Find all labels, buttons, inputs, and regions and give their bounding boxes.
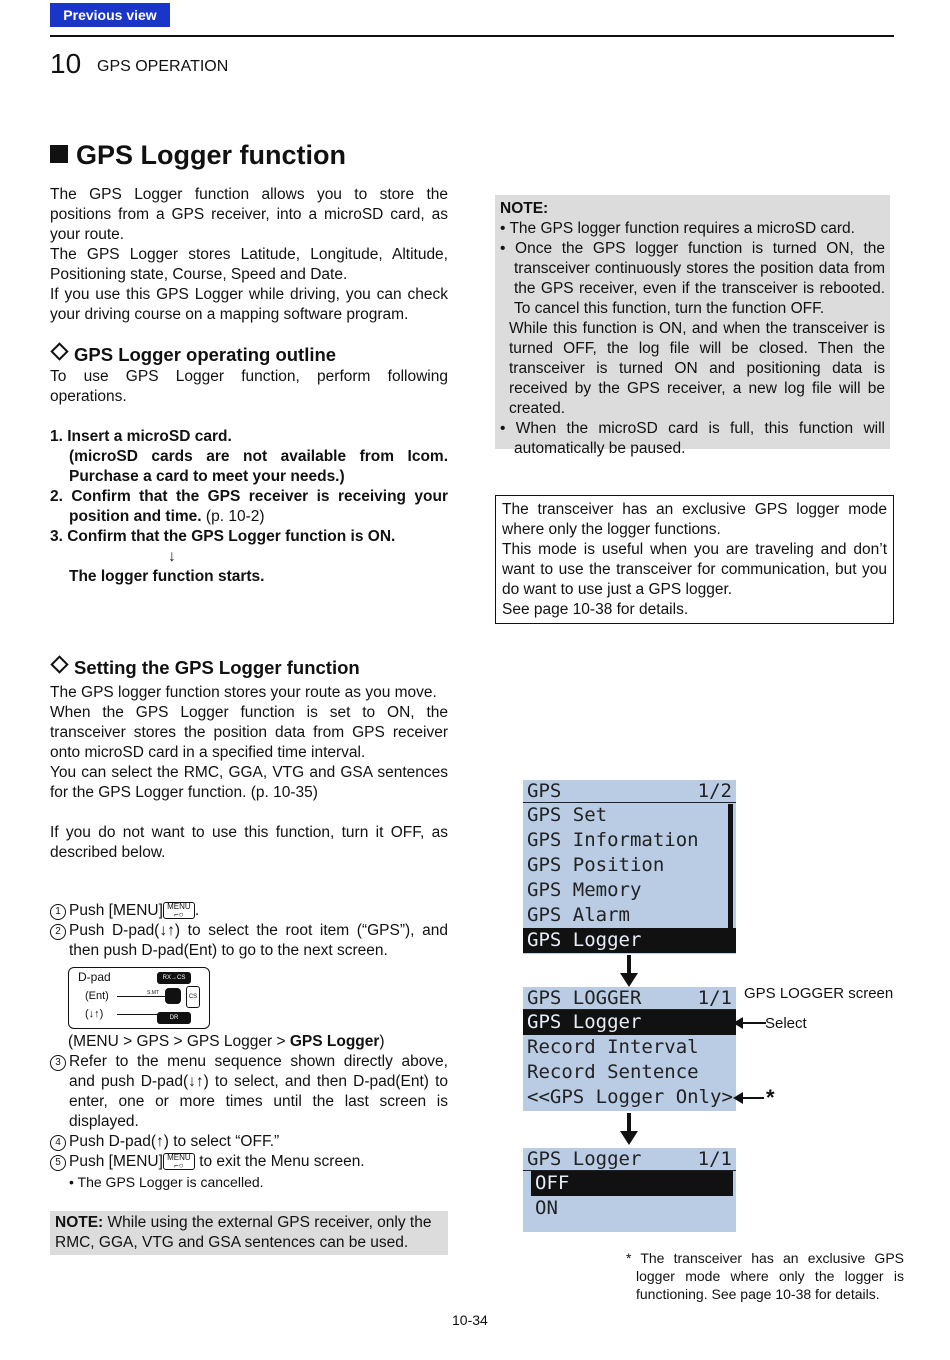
step-number: 2 (50, 924, 66, 940)
menu-key-label: MENU (167, 902, 191, 911)
intro-text (50, 185, 448, 325)
outline-step-3: 3. Confirm that the GPS Logger function is ON. (50, 528, 396, 545)
lcd-scrollbar (728, 804, 733, 952)
note-bullet: • The GPS logger function requires a microSD card. (500, 220, 855, 237)
bottom-note-label: NOTE: (55, 1214, 104, 1231)
step-text: Push [MENU] (69, 1153, 163, 1170)
lcd-menu-item: <<GPS Logger Only> (527, 1086, 733, 1108)
previous-view-button[interactable]: Previous view (50, 3, 170, 27)
setting-steps (50, 901, 448, 961)
intro-paragraph: The GPS Logger function allows you to store the positions from a GPS receiver, into a microSD card, as your route. (50, 186, 448, 243)
exclusive-mode-link: See page 10-38 for details. (502, 601, 689, 618)
setting-step-1 (50, 901, 448, 921)
lcd-menu-item: Record Sentence (527, 1061, 699, 1083)
outline-step-1: 1. Insert a microSD card. (50, 428, 232, 445)
spacer (50, 803, 448, 823)
dpad-updown-label: (↓↑) (85, 1008, 104, 1020)
exclusive-mode-text: The transceiver has an exclusive GPS logger mode where only the logger functions. (502, 501, 887, 538)
lcd-page: 1/1 (697, 987, 732, 1009)
lcd-menu-item-selected: GPS Logger (523, 928, 736, 953)
note-bullet: • When the microSD card is full, this function will automatically be paused. (500, 420, 885, 457)
step-text: Push D-pad(↓↑) to select the root item (“GPS”), and then push D-pad(Ent) to go to the next screen. (69, 922, 448, 959)
lcd-title: GPS (527, 780, 562, 802)
setting-heading (50, 657, 360, 679)
lcd-menu-item: GPS Position (527, 854, 665, 876)
menu-key-symbol: ⌐○ (174, 910, 184, 919)
smt-label: S.MT (147, 990, 159, 996)
lcd-title: GPS LOGGER (527, 987, 642, 1009)
setting-text (50, 683, 448, 863)
arrow-stem (627, 955, 631, 973)
outline-steps (50, 427, 448, 587)
arrow-head (620, 973, 638, 987)
lcd-header (523, 780, 736, 802)
select-pointer-line (740, 1022, 766, 1024)
step-text: Push [MENU] (69, 902, 163, 919)
menu-path-text: (MENU > GPS > GPS Logger > (68, 1033, 290, 1050)
lcd-menu-item: GPS Memory (527, 879, 642, 901)
chapter-title: GPS OPERATION (97, 58, 229, 75)
page-number: 10-34 (452, 1312, 488, 1328)
menu-key-label: MENU (167, 1153, 191, 1162)
menu-key-icon (163, 1153, 195, 1170)
setting-step-2 (50, 921, 448, 961)
square-bullet-icon (50, 145, 68, 163)
note-label: NOTE: (500, 200, 549, 217)
menu-path (68, 1032, 448, 1052)
setting-step-4 (50, 1132, 448, 1152)
setting-steps-cont (50, 1052, 448, 1192)
lcd-menu-item: Record Interval (527, 1036, 699, 1058)
setting-paragraph: The GPS logger function stores your route as you move. (50, 684, 437, 701)
setting-paragraph: You can select the RMC, GGA, VTG and GSA sentences for the GPS Logger function. (p. 10-35) (50, 764, 448, 801)
gps-logger-screen-label: GPS LOGGER screen (744, 985, 894, 1002)
menu-key-symbol: ⌐○ (174, 1161, 184, 1170)
step-number: 4 (50, 1135, 66, 1151)
setting-paragraph: If you do not want to use this function, turn it OFF, as described below. (50, 824, 448, 861)
note-bullet-continued: While this function is ON, and when the transceiver is turned OFF, the log file will be closed. Then the transceiver is turned ON and positioning data is received by the GPS receiver, a new log file will be created. (509, 320, 885, 417)
dpad-ent-label: (Ent) (85, 990, 109, 1002)
lcd-gps-menu (523, 780, 736, 954)
rx-cs-button: RX→CS (157, 972, 191, 984)
lcd-page: 1/2 (697, 780, 732, 802)
intro-paragraph: If you use this GPS Logger while driving, you can check your driving course on a mapping software program. (50, 286, 448, 323)
intro-paragraph: The GPS Logger stores Latitude, Longitude, Altitude, Positioning state, Course, Speed and Date. (50, 246, 448, 283)
setting-paragraph: When the GPS Logger function is set to ON, the transceiver stores the position data from GPS receiver onto microSD card in a specified time interval. (50, 704, 448, 761)
exclusive-mode-box (495, 495, 894, 624)
header-rule (50, 35, 894, 37)
menu-path-end: ) (379, 1033, 385, 1050)
arrow-stem (627, 1113, 631, 1131)
star-pointer-line (740, 1097, 764, 1099)
menu-key-icon (163, 902, 195, 919)
outline-step-1-note: (microSD cards are not available from Icom. Purchase a card to meet your needs.) (69, 448, 448, 485)
lcd-option: ON (535, 1197, 558, 1219)
diamond-icon (50, 342, 68, 360)
lcd-header (523, 1148, 736, 1170)
lcd-page: 1/1 (697, 1148, 732, 1170)
leader-line (117, 1014, 157, 1015)
outline-heading-text: GPS Logger operating outline (74, 344, 337, 365)
menu-path-bold: GPS Logger (289, 1033, 380, 1050)
outline-step-2 (50, 487, 448, 527)
lcd-gps-logger-menu (523, 987, 736, 1111)
step-number: 1 (50, 904, 66, 920)
cs-button: CS (186, 986, 200, 1008)
note-bullet: • Once the GPS logger function is turned ON, the transceiver continuously stores the position data from the GPS receiver, even if the transceiver is rebooted. To cancel this function, turn the function OFF. (500, 240, 885, 317)
lcd-menu-item-selected: GPS Logger (523, 1010, 736, 1035)
bottom-note-text: While using the external GPS receiver, only the RMC, GGA, VTG and GSA sentences can be used. (55, 1214, 432, 1251)
outline-intro: To use GPS Logger function, perform following operations. (50, 368, 448, 405)
bottom-note-box (50, 1211, 448, 1255)
step-text: Push D-pad(↑) to select “OFF.” (69, 1133, 280, 1150)
step-text: . (194, 902, 200, 919)
step-number: 3 (50, 1055, 66, 1071)
lcd-menu-item: GPS Information (527, 829, 699, 851)
flow-arrow-icon (620, 955, 638, 987)
setting-step-3 (50, 1052, 448, 1132)
lcd-on-off-menu (523, 1148, 736, 1232)
outline-heading (50, 344, 336, 366)
dr-button: DR (157, 1012, 191, 1024)
dpad-label: D-pad (78, 970, 111, 984)
exclusive-mode-text: This mode is useful when you are traveling and don’t want to use the transceiver for communication, but you do want to use just a GPS logger. (502, 541, 887, 598)
step-text: Refer to the menu sequence shown directly above, and push D-pad(↓↑) to select, and then D-pad(Ent) to enter, one or more times until the last screen is displayed. (69, 1053, 448, 1130)
cancelled-note: • The GPS Logger is cancelled. (69, 1174, 264, 1190)
down-arrow-icon: ↓ (168, 548, 176, 565)
section-title-text: GPS Logger function (76, 140, 346, 170)
outline-step-2-ref: (p. 10-2) (201, 508, 265, 525)
diamond-icon (50, 655, 68, 673)
lcd-menu-item: GPS Alarm (527, 904, 630, 926)
note-box (495, 195, 890, 457)
setting-step-5 (50, 1152, 448, 1172)
flow-arrow-icon (620, 1113, 638, 1145)
footnote: * The transceiver has an exclusive GPS logger mode where only the logger is functioning. See page 10-38 for details. (626, 1250, 904, 1302)
lcd-menu-item: GPS Set (527, 804, 608, 826)
outline-step-2-text: 2. Confirm that the GPS receiver is receiving your position and time. (50, 488, 448, 525)
dpad-center-icon (165, 988, 181, 1004)
setting-heading-text: Setting the GPS Logger function (74, 657, 360, 678)
chapter-number: 10 (50, 48, 82, 79)
step-number: 5 (50, 1155, 66, 1171)
asterisk-mark: * (766, 1085, 775, 1110)
select-pointer-icon (733, 1017, 743, 1029)
arrow-head (620, 1131, 638, 1145)
lcd-header (523, 987, 736, 1009)
section-title (50, 140, 346, 171)
select-label: Select (765, 1015, 807, 1032)
outline-result: The logger function starts. (69, 568, 265, 585)
step-text: to exit the Menu screen. (194, 1153, 365, 1170)
leader-line (117, 996, 169, 997)
lcd-option-selected: OFF (531, 1171, 733, 1196)
star-pointer-icon (733, 1092, 743, 1104)
dpad-illustration (68, 967, 210, 1029)
lcd-title: GPS Logger (527, 1148, 642, 1170)
